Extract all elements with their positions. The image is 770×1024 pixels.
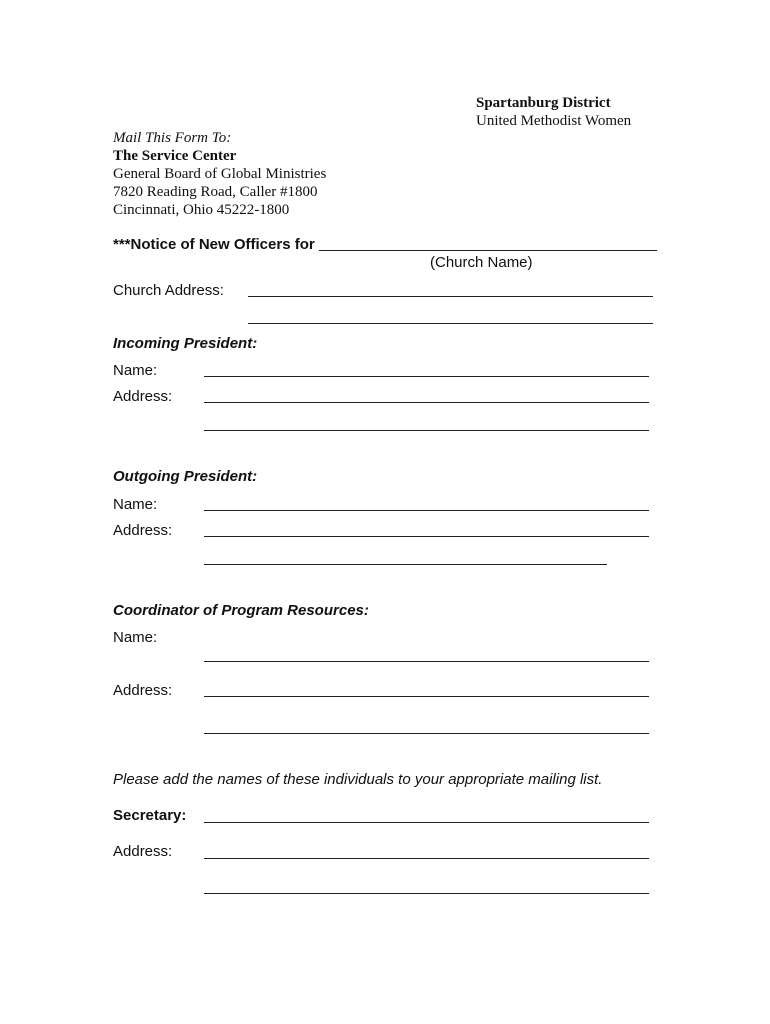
district-title: Spartanburg District <box>476 95 611 111</box>
mail-to-heading: Mail This Form To: <box>113 130 232 146</box>
secretary-address-label: Address: <box>113 843 173 860</box>
church-name-caption: (Church Name) <box>430 254 533 271</box>
coordinator-address-field-1[interactable] <box>204 696 649 697</box>
mailing-list-note: Please add the names of these individuals to your appropriate mailing list. <box>113 771 603 788</box>
outgoing-president-name-field[interactable] <box>204 510 649 511</box>
outgoing-president-name-label: Name: <box>113 496 158 513</box>
mail-to-line2: 7820 Reading Road, Caller #1800 <box>113 184 318 200</box>
coordinator-address-label: Address: <box>113 682 173 699</box>
mail-to-line3: Cincinnati, Ohio 45222-1800 <box>113 202 290 218</box>
incoming-president-address-label: Address: <box>113 388 173 405</box>
church-address-label: Church Address: <box>113 282 224 299</box>
incoming-president-name-field[interactable] <box>204 376 649 377</box>
outgoing-president-address-field-1[interactable] <box>204 536 649 537</box>
coordinator-name-label: Name: <box>113 629 158 646</box>
secretary-address-field-2[interactable] <box>204 893 649 894</box>
incoming-president-heading: Incoming President: <box>113 335 258 352</box>
outgoing-president-address-field-2[interactable] <box>204 564 607 565</box>
church-name-field[interactable] <box>319 250 657 251</box>
church-address-field-2[interactable] <box>248 323 653 324</box>
secretary-name-field[interactable] <box>204 822 649 823</box>
incoming-president-address-field-1[interactable] <box>204 402 649 403</box>
notice-label: ***Notice of New Officers for <box>113 236 315 253</box>
mail-to-line1: General Board of Global Ministries <box>113 166 327 182</box>
mail-to-org: The Service Center <box>113 148 237 164</box>
incoming-president-name-label: Name: <box>113 362 158 379</box>
coordinator-name-field[interactable] <box>204 661 649 662</box>
incoming-president-address-field-2[interactable] <box>204 430 649 431</box>
secretary-address-field-1[interactable] <box>204 858 649 859</box>
coordinator-address-field-2[interactable] <box>204 733 649 734</box>
outgoing-president-heading: Outgoing President: <box>113 468 258 485</box>
coordinator-heading: Coordinator of Program Resources: <box>113 602 369 619</box>
secretary-label: Secretary: <box>113 807 187 824</box>
district-subtitle: United Methodist Women <box>476 113 632 129</box>
church-address-field-1[interactable] <box>248 296 653 297</box>
outgoing-president-address-label: Address: <box>113 522 173 539</box>
